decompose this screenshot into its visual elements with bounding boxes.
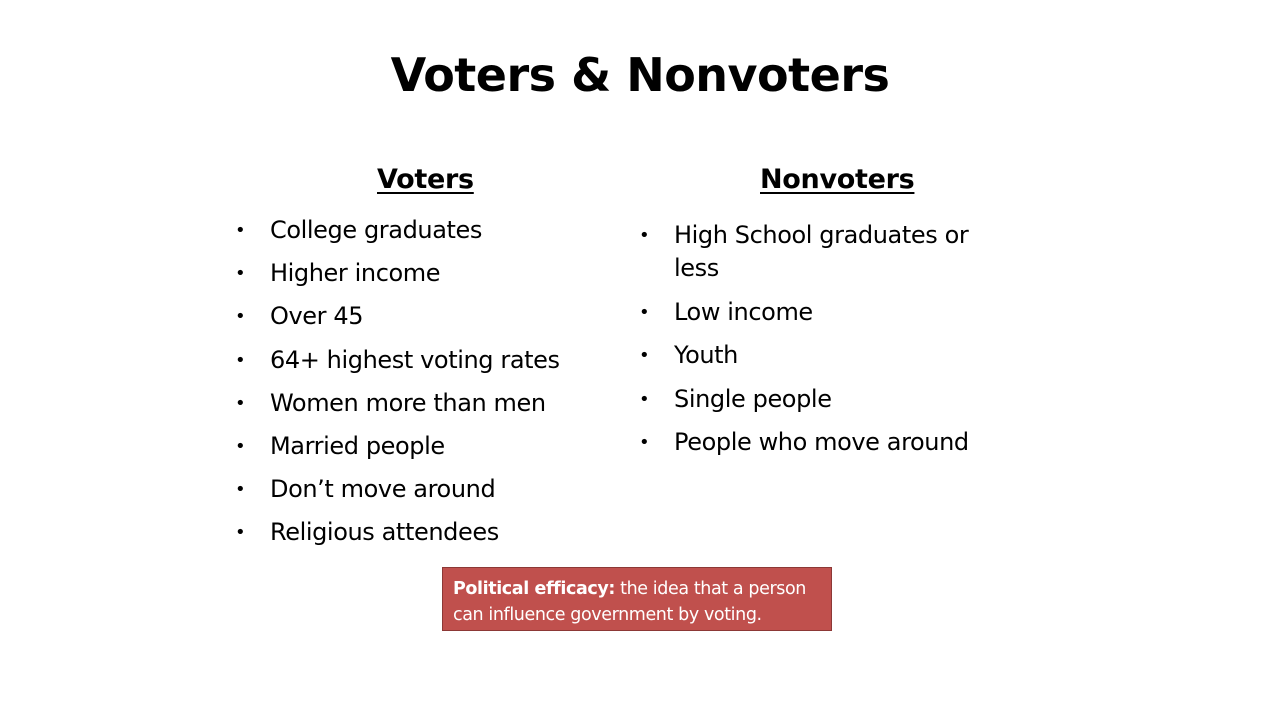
political-efficacy-callout	[442, 567, 832, 631]
list-item	[639, 296, 999, 329]
bullet-icon: •	[639, 388, 650, 410]
list-item-text: Women more than men	[270, 388, 546, 417]
list-item-text: 64+ highest voting rates	[270, 345, 560, 374]
list-item	[639, 339, 999, 372]
list-item-text: Don’t move around	[270, 475, 496, 504]
list-item-text: Single people	[674, 384, 832, 413]
list-item	[639, 383, 999, 416]
list-item-text: Married people	[270, 431, 445, 460]
list-item-text: People who move around	[674, 428, 969, 456]
bullet-icon: •	[639, 345, 650, 366]
list-item	[235, 387, 595, 420]
list-item-text: Over 45	[270, 302, 364, 331]
nonvoters-heading: Nonvoters	[760, 164, 915, 195]
list-item	[235, 516, 595, 549]
list-item-text: College graduates	[270, 216, 483, 244]
list-item-text: Youth	[674, 341, 738, 369]
list-item	[235, 344, 595, 377]
list-item	[639, 219, 999, 285]
bullet-icon: •	[639, 225, 650, 246]
list-item	[235, 300, 595, 333]
bullet-icon: •	[235, 435, 246, 457]
list-item	[235, 473, 595, 506]
bullet-icon: •	[235, 479, 246, 501]
list-item	[235, 257, 595, 290]
callout-term: Political efficacy:	[453, 579, 615, 599]
bullet-icon: •	[639, 301, 650, 323]
bullet-icon: •	[235, 522, 246, 544]
nonvoters-list	[639, 219, 999, 470]
list-item-text: Higher income	[270, 259, 441, 288]
slide-title: Voters & Nonvoters	[390, 48, 890, 102]
list-item	[235, 430, 595, 463]
bullet-icon: •	[639, 432, 650, 453]
bullet-icon: •	[235, 220, 246, 241]
bullet-icon: •	[235, 306, 246, 328]
bullet-icon: •	[235, 349, 246, 371]
voters-list	[235, 214, 595, 560]
list-item	[639, 426, 999, 459]
bullet-icon: •	[235, 263, 246, 285]
list-item	[235, 214, 595, 247]
voters-heading: Voters	[377, 164, 474, 195]
list-item-text: Low income	[674, 297, 813, 326]
list-item-text: Religious attendees	[270, 518, 499, 547]
bullet-icon: •	[235, 392, 246, 414]
list-item-text: High School graduates or less	[674, 221, 969, 282]
callout-definition: the idea that a person can influence government by voting.	[453, 579, 806, 625]
